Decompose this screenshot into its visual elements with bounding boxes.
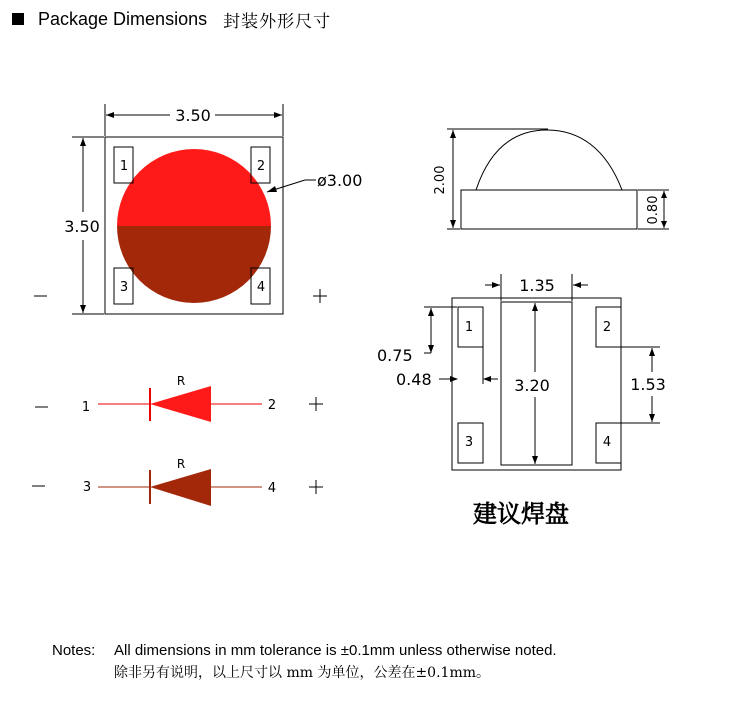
diameter-dimension: ø3.00 [317, 171, 363, 190]
notes-label: Notes: [52, 642, 96, 659]
overall-height-dimension: 2.00 [433, 165, 448, 195]
pad-length-dimension: 1.53 [630, 375, 666, 394]
side-view [433, 129, 669, 229]
pad-layout-caption: 建议焊盘 [473, 500, 569, 528]
center-pad-length-dimension: 3.20 [514, 376, 550, 395]
center-pad-width-dimension: 1.35 [519, 276, 555, 295]
pad-offset-dimension: 0.75 [377, 346, 413, 365]
pad-layout [377, 274, 666, 528]
notes [52, 642, 557, 682]
symbol-row-2 [32, 457, 323, 506]
header-title-cn: 封装外形尺寸 [223, 11, 332, 32]
diode-triangle-dark-red [150, 469, 211, 506]
plus-sign [313, 289, 327, 303]
symbol-2-left-pin: 3 [82, 480, 92, 495]
symbol-1-plus [309, 397, 323, 411]
width-dimension: 3.50 [175, 106, 211, 125]
symbol-1-letter: R [176, 374, 186, 388]
footprint-pad-1-label: 1 [464, 320, 474, 335]
pad-3-label: 3 [119, 280, 129, 295]
footprint-pad-3-label: 3 [464, 435, 474, 450]
pad-gap-dimension: 0.48 [396, 370, 432, 389]
dome-outline [476, 130, 622, 190]
notes-cn: 除非另有说明，以上尺寸以 mm 为单位，公差在±0.1mm。 [114, 665, 490, 681]
symbol-2-plus [309, 480, 323, 494]
symbol-2-letter: R [176, 457, 186, 471]
symbol-1-right-pin: 2 [267, 398, 277, 413]
notes-en: All dimensions in mm tolerance is ±0.1mm unless otherwise noted. [114, 642, 557, 659]
diode-triangle-red [150, 386, 211, 422]
top-view [34, 104, 362, 314]
led-upper-half [117, 149, 271, 226]
footprint-pad-2-label: 2 [602, 320, 612, 335]
base-height-dimension: 0.80 [646, 195, 661, 225]
symbol-row-1 [35, 374, 323, 422]
footprint-pad-4-label: 4 [602, 435, 612, 450]
pad-1-label: 1 [119, 159, 129, 174]
symbol-1-left-pin: 1 [81, 400, 91, 415]
symbol-2-right-pin: 4 [267, 481, 277, 496]
header-title-en: Package Dimensions [38, 8, 208, 29]
base-outline [461, 190, 637, 229]
pad-2-label: 2 [256, 159, 266, 174]
height-dimension: 3.50 [64, 217, 100, 236]
led-lower-half [117, 226, 271, 303]
pad-4-label: 4 [256, 280, 266, 295]
